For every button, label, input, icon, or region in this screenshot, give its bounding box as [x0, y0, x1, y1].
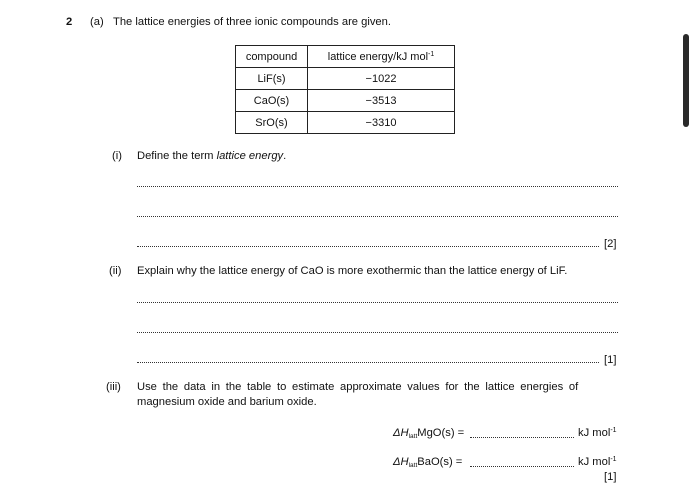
energy-cell: −1022	[308, 68, 455, 90]
answer-line[interactable]	[137, 216, 618, 217]
unit-label: kJ mol	[578, 427, 611, 439]
unit-superscript: -1	[610, 427, 617, 434]
energy-cell: −3513	[308, 90, 455, 112]
bao-answer-line[interactable]	[470, 466, 574, 467]
part-iii-marks: [1]	[604, 471, 617, 483]
lattice-energy-table	[235, 45, 455, 134]
answer-line[interactable]	[137, 332, 618, 333]
part-iii-question-line-1: Use the data in the table to estimate approximate values for the lattice energies of	[137, 381, 579, 393]
part-i-label: (i)	[112, 150, 122, 162]
part-i-term: lattice energy	[216, 150, 284, 162]
compound-cell: CaO(s)	[236, 90, 308, 112]
part-ii-question: Explain why the lattice energy of CaO is more exothermic than the lattice energy of LiF.	[137, 265, 568, 277]
part-ii-marks: [1]	[604, 354, 617, 366]
latt-subscript: latt	[408, 462, 418, 469]
energy-cell: −3310	[308, 112, 455, 134]
part-iii-label: (iii)	[106, 381, 121, 393]
mgo-formula: MgO(s) =	[417, 427, 465, 439]
bao-expression	[393, 456, 462, 469]
part-i-question	[137, 150, 286, 162]
table-row	[236, 68, 455, 90]
answer-line[interactable]	[137, 246, 599, 247]
answer-line[interactable]	[137, 302, 618, 303]
part-i-marks: [2]	[604, 238, 617, 250]
bao-formula: BaO(s) =	[417, 456, 463, 468]
unit-label: kJ mol	[578, 456, 611, 468]
question-number: 2	[66, 16, 73, 28]
table-header-row	[236, 46, 455, 68]
delta-h-symbol: ΔH	[393, 427, 409, 439]
scrollbar-thumb[interactable]	[683, 34, 689, 127]
header-lattice-energy	[308, 46, 455, 68]
question-intro: The lattice energies of three ionic compounds are given.	[113, 16, 391, 28]
part-i-suffix: .	[283, 150, 287, 162]
header-unit-superscript: -1	[428, 50, 435, 58]
table-row	[236, 112, 455, 134]
mgo-unit	[578, 427, 617, 439]
question-part-label: (a)	[90, 16, 104, 28]
delta-h-symbol: ΔH	[393, 456, 409, 468]
answer-line[interactable]	[137, 362, 599, 363]
compound-cell: SrO(s)	[236, 112, 308, 134]
mgo-answer-line[interactable]	[470, 437, 574, 438]
table-row	[236, 90, 455, 112]
compound-cell: LiF(s)	[236, 68, 308, 90]
part-ii-label: (ii)	[109, 265, 122, 277]
header-compound: compound	[236, 46, 308, 68]
unit-superscript: -1	[610, 456, 617, 463]
part-i-prefix: Define the term	[137, 150, 214, 162]
header-lattice-energy-label: lattice energy/kJ mol	[327, 50, 429, 63]
mgo-expression	[393, 427, 464, 440]
part-iii-question-line-2: magnesium oxide and barium oxide.	[137, 396, 317, 408]
latt-subscript: latt	[408, 433, 418, 440]
answer-line[interactable]	[137, 186, 618, 187]
bao-unit	[578, 456, 617, 468]
